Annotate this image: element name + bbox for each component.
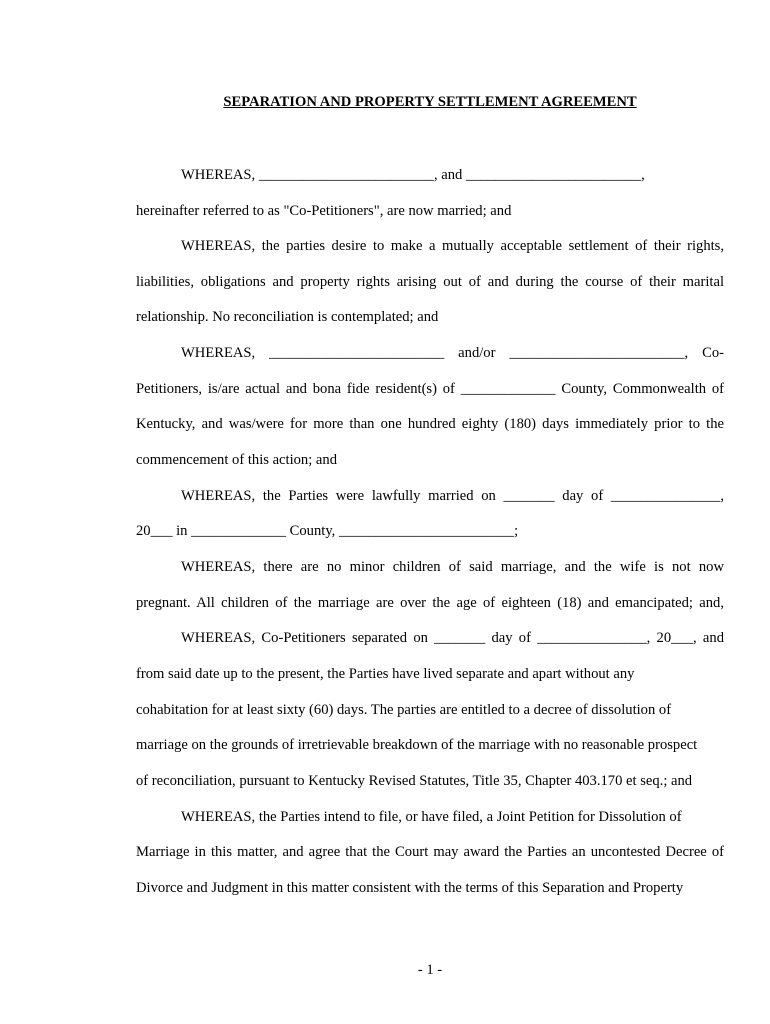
paragraph-line: liabilities, obligations and property rights arising out of and during the course of their marital: [136, 274, 724, 290]
paragraph-line: WHEREAS, Co-Petitioners separated on _______ day of _______________, 20___, and: [181, 630, 724, 646]
paragraph-line: Divorce and Judgment in this matter consistent with the terms of this Separation and Property: [136, 880, 684, 896]
paragraph-line: hereinafter referred to as "Co-Petitioners", are now married; and: [136, 203, 512, 219]
paragraph-line: WHEREAS, the parties desire to make a mutually acceptable settlement of their rights,: [181, 238, 724, 254]
paragraph-line: 20___ in _____________ County, ________________________;: [136, 523, 519, 539]
paragraph-line: relationship. No reconciliation is contemplated; and: [136, 309, 439, 325]
document-title: SEPARATION AND PROPERTY SETTLEMENT AGREEMENT: [223, 94, 637, 110]
paragraph-line: WHEREAS, there are no minor children of said marriage, and the wife is not now: [181, 559, 724, 575]
paragraph-line: WHEREAS, the Parties intend to file, or have filed, a Joint Petition for Dissolution of: [181, 809, 682, 825]
paragraph-line: WHEREAS, ________________________, and ________________________,: [181, 167, 645, 183]
paragraph-line: pregnant. All children of the marriage are over the age of eighteen (18) and emancipated; and,: [136, 595, 724, 611]
paragraph-line: cohabitation for at least sixty (60) days. The parties are entitled to a decree of dissolution of: [136, 702, 672, 718]
paragraph-line: marriage on the grounds of irretrievable breakdown of the marriage with no reasonable prospect: [136, 737, 698, 753]
paragraph-line: of reconciliation, pursuant to Kentucky Revised Statutes, Title 35, Chapter 403.170 et seq.; and: [136, 773, 693, 789]
paragraph-line: Marriage in this matter, and agree that the Court may award the Parties an uncontested Decree of: [136, 844, 724, 860]
paragraph-line: WHEREAS, ________________________ and/or ________________________, Co-: [181, 345, 724, 361]
paragraph-line: Kentucky, and was/were for more than one hundred eighty (180) days immediately prior to the: [136, 416, 724, 432]
paragraph-line: from said date up to the present, the Parties have lived separate and apart without any: [136, 666, 635, 682]
page-number: - 1 -: [417, 962, 443, 978]
paragraph-line: WHEREAS, the Parties were lawfully married on _______ day of _______________,: [181, 488, 724, 504]
paragraph-line: Petitioners, is/are actual and bona fide resident(s) of _____________ County, Commonwealth of: [136, 381, 724, 397]
paragraph-line: commencement of this action; and: [136, 452, 338, 468]
